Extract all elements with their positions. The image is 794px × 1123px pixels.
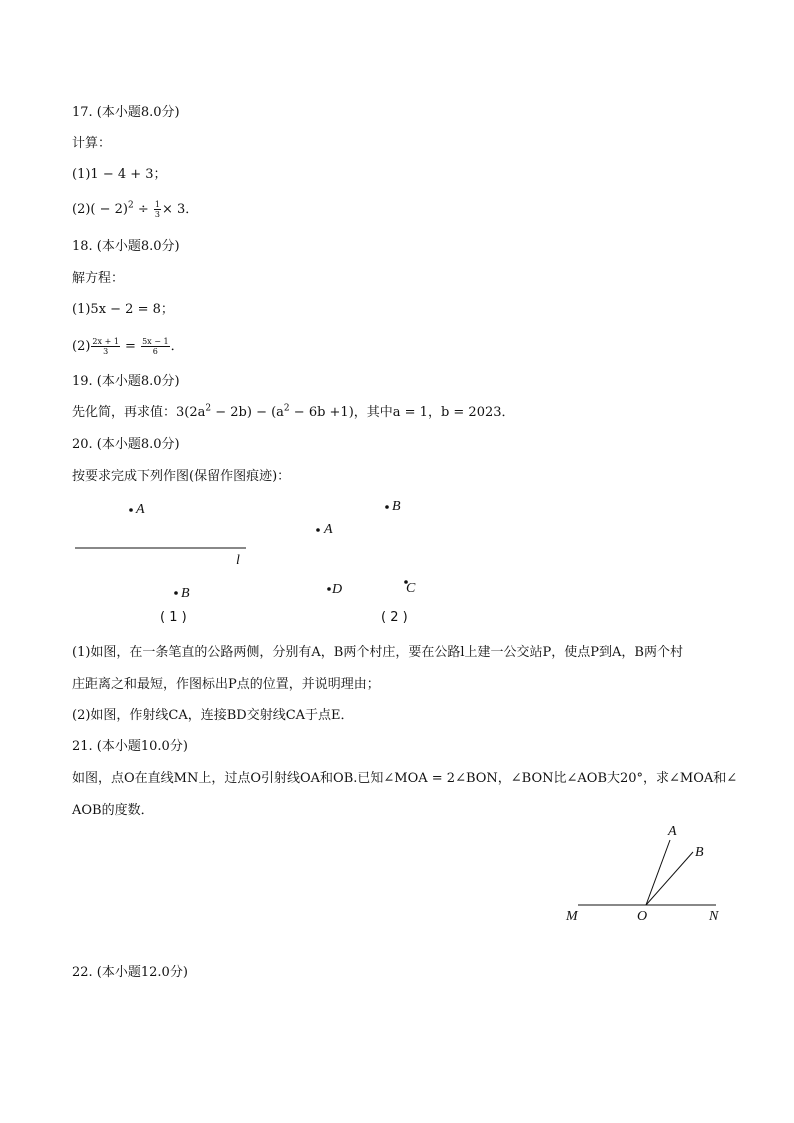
- fig2-label-a: A: [324, 522, 333, 537]
- q19-text-b: − 2b) − (a: [211, 405, 284, 420]
- fraction-numerator: 5x − 1: [142, 337, 169, 346]
- q17-part2-base: ( − 2): [90, 202, 128, 217]
- q17-part2-div: ÷: [137, 202, 149, 217]
- fig2-point-a: [316, 528, 320, 532]
- q20-part2: (2)如图，作射线CA，连接BD交射线CA于点E．: [72, 708, 354, 723]
- q21-ray-oa: [646, 840, 670, 905]
- q21-label-a: A: [668, 824, 677, 839]
- q21-label-m: M: [566, 909, 578, 924]
- q21-header: 21. (本小题10.0分): [72, 739, 188, 754]
- q19-text-c: − 6b +1)，其中a = 1，b = 2023．: [289, 405, 515, 420]
- q20-part1-line1: (1)如图，在一条笔直的公路两侧，分别有A，B两个村庄，要在公路l上建一公交站P，使点P到A，B两个村: [72, 645, 683, 660]
- q18-end: ．: [170, 339, 184, 354]
- fig2-point-b: [385, 505, 389, 509]
- fraction-numerator: 2x + 1: [92, 337, 119, 346]
- q18-part2-num: (2): [72, 339, 91, 354]
- fig1-point-a: [129, 508, 133, 512]
- q18-intro: 解方程：: [72, 271, 125, 286]
- fraction-denominator: 3: [154, 210, 161, 219]
- q21-line2: AOB的度数．: [72, 803, 154, 818]
- fig2-point-d: [327, 587, 331, 591]
- q20-part1-line2: 庄距离之和最短，作图标出P点的位置，并说明理由；: [72, 677, 380, 692]
- fig2-caption: ( 2 ): [381, 610, 408, 625]
- q17-part1-num: (1): [72, 167, 91, 182]
- q21-label-o: O: [637, 909, 648, 924]
- q18-header: 18. (本小题8.0分): [72, 239, 180, 254]
- q20-intro: 按要求完成下列作图(保留作图痕迹)：: [72, 469, 291, 484]
- q19-sup-b: 2: [283, 403, 290, 414]
- q21-label-b: B: [695, 845, 704, 860]
- q18-part1-expr: 5x − 2 = 8；: [90, 302, 174, 317]
- q21-label-n: N: [709, 909, 719, 924]
- fig1-caption: ( 1 ): [160, 610, 187, 625]
- q18-part1-num: (1): [72, 302, 91, 317]
- q21-line1: 如图，点O在直线MN上，过点O引射线OA和OB.已知∠MOA = 2∠BON，∠BON比∠AOB大20°，求∠MOA和∠: [72, 771, 738, 786]
- q17-part2-num: (2): [72, 202, 91, 217]
- q17-part1-expr: 1 − 4 + 3；: [90, 167, 167, 182]
- fig1-label-b: B: [181, 586, 190, 601]
- fig2-label-d: D: [332, 582, 343, 597]
- q19-header: 19. (本小题8.0分): [72, 374, 180, 389]
- fig2-label-c: C: [406, 581, 416, 596]
- fig1-label-a: A: [136, 502, 145, 517]
- q19-text-a: 先化简，再求值：3(2a: [72, 405, 206, 420]
- q19-sup-a: 2: [205, 403, 212, 414]
- q18-equals: =: [125, 339, 136, 354]
- q17-part2-exp: 2: [128, 200, 134, 211]
- q21-ray-ob: [646, 852, 693, 905]
- q17-header: 17. (本小题8.0分): [72, 105, 180, 120]
- q20-header: 20. (本小题8.0分): [72, 437, 180, 452]
- fraction-denominator: 6: [152, 347, 158, 356]
- fraction-numerator: 1: [154, 200, 161, 209]
- fig1-point-b: [174, 591, 178, 595]
- q22-header: 22. (本小题12.0分): [72, 965, 188, 980]
- fig2-label-b: B: [392, 499, 401, 514]
- q17-intro: 计算：: [72, 136, 112, 151]
- fig1-label-l: l: [236, 553, 240, 568]
- q17-part2-tail: × 3．: [162, 202, 199, 217]
- fraction-denominator: 3: [103, 347, 109, 356]
